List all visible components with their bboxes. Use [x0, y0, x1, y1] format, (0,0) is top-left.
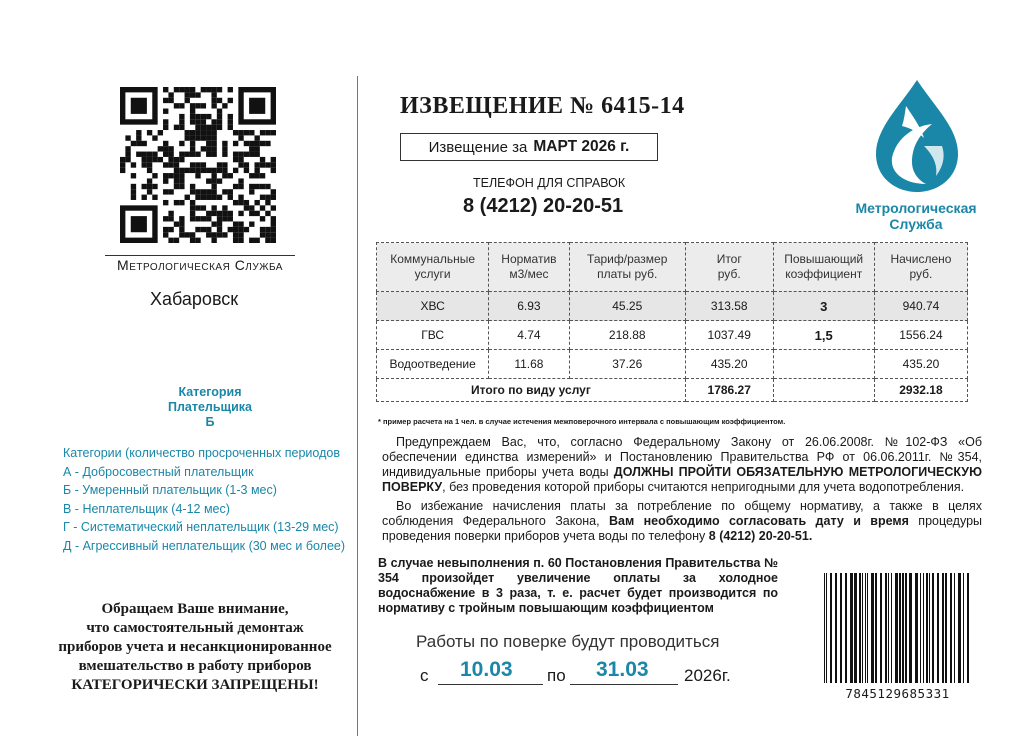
warning-line: приборов учета и несанкционированное: [58, 639, 332, 655]
list-item: А - Добросовестный плательщик: [63, 464, 254, 479]
charges-table: [376, 242, 968, 402]
cell-tariff: 45.25: [569, 292, 685, 321]
works-label: Работы по поверке будут проводиться: [416, 632, 720, 651]
cell-service: Водоотведение: [377, 350, 489, 379]
category-title-line1: Категория: [178, 385, 242, 399]
year: 2026г.: [684, 666, 731, 685]
org-name-left: Метрологическая Служба: [105, 255, 295, 273]
list-item: Г - Систематический неплательщик (13-29 мес): [63, 520, 339, 534]
warning-line: что самостоятельный демонтаж: [86, 620, 304, 636]
list-item: В - Неплательщик (4-12 мес): [63, 501, 230, 516]
total-label: Итого по виду услуг: [377, 379, 686, 402]
phone-number: 8 (4212) 20-20-51: [463, 195, 624, 217]
cell-charged: 1556.24: [874, 321, 967, 350]
period-label: Извещение за: [428, 138, 528, 156]
payer-category-block: [140, 385, 280, 430]
cell-charged: 940.74: [874, 292, 967, 321]
phone-label: ТЕЛЕФОН ДЛЯ СПРАВОК: [473, 176, 626, 190]
categories-list: [63, 444, 345, 555]
warning-line: КАТЕГОРИЧЕСКИ ЗАПРЕЩЕНЫ!: [71, 677, 319, 693]
table-row: [377, 292, 968, 321]
appointment-paragraph: Во избежание начисления платы за потребление по общему нормативу, а также в целях соблюдения Федерального Закона, Вам необходимо согласовать дату и время процедуры проведения поверки приборов учета воды по телефону 8 (4212) 20-20-51.: [382, 499, 983, 543]
table-footnote: * пример расчета на 1 чел. в случае истечения межповерочного интервала с повышающим коэффициентом.: [378, 417, 786, 426]
warning-line: вмешательство в работу приборов: [78, 658, 312, 674]
to-underline: [570, 684, 678, 685]
works-date-row: [420, 660, 750, 690]
from-label: с: [420, 666, 429, 685]
table-header-row: [377, 243, 968, 292]
to-date: 31.03: [596, 658, 649, 681]
cell-sum: 1037.49: [685, 321, 773, 350]
header-cell: Тариф/размер платы руб.: [569, 243, 685, 292]
period-value: МАРТ 2026 г.: [533, 138, 630, 155]
list-item: Д - Агрессивный неплательщик (30 мес и более): [63, 538, 346, 553]
cell-sum: 313.58: [685, 292, 773, 321]
logo-line1: Метрологическая: [855, 200, 977, 216]
cell-tariff: 218.88: [569, 321, 685, 350]
table-row: [377, 350, 968, 379]
to-label: по: [547, 666, 566, 685]
list-item: Б - Умеренный плательщик (1-3 мес): [63, 483, 277, 497]
cell-norm: 11.68: [489, 350, 569, 379]
warning-line: Обращаем Ваше внимание,: [101, 601, 289, 617]
header-cell: Начислено руб.: [874, 243, 967, 292]
cell-coef: 1,5: [773, 321, 874, 350]
from-date: 10.03: [460, 658, 513, 681]
table-total-row: [377, 379, 968, 402]
cell-norm: 4.74: [489, 321, 569, 350]
header-cell: Итог руб.: [685, 243, 773, 292]
header-cell: Повышающий коэффициент: [773, 243, 874, 292]
category-title-line2: Плательщика: [167, 400, 252, 414]
cell-sum: 435.20: [685, 350, 773, 379]
tamper-warning: [40, 600, 350, 695]
city: Хабаровск: [150, 289, 239, 309]
categories-header: Категории (количество просроченных периодов: [63, 446, 340, 460]
total-sum: 1786.27: [685, 379, 773, 402]
total-empty: [773, 379, 874, 402]
legal-warning-paragraph: Предупреждаем Вас, что, согласно Федеральному Закону от 26.06.2008г. №102-ФЗ «Об обеспечении единства измерений» и Постановлению Правительства РФ от 06.06.2011г. №354, индивидуальные приборы учета воды ДОЛЖНЫ ПРОЙТИ ОБЯЗАТЕЛЬНУЮ МЕТРОЛОГИЧЕСКУЮ ПОВЕРКУ, без проведения которой приборы считаются непригодными для учета водопотребления.: [382, 435, 982, 494]
notice-title: ИЗВЕЩЕНИЕ № 6415-14: [400, 93, 685, 119]
header-cell: Норматив м3/мес: [489, 243, 569, 292]
cell-service: ГВС: [377, 321, 489, 350]
cell-norm: 6.93: [489, 292, 569, 321]
barcode: [822, 573, 972, 683]
barcode-number: 7845129685331: [845, 686, 950, 701]
vertical-divider: [357, 76, 358, 736]
table-row: [377, 321, 968, 350]
qr-code: [120, 87, 276, 243]
cell-charged: 435.20: [874, 350, 967, 379]
category-value: Б: [205, 415, 215, 429]
header-cell: Коммунальные услуги: [377, 243, 489, 292]
from-underline: [438, 684, 543, 685]
logo-line2: Служба: [889, 216, 943, 232]
logo-text: [836, 200, 996, 232]
cell-service: ХВС: [377, 292, 489, 321]
water-drop-logo-icon: [862, 76, 972, 196]
cell-coef: 3: [773, 292, 874, 321]
penalty-paragraph: В случае невыполнения п. 60 Постановления Правительства № 354 произойдет увеличение оплаты за холодное водоснабжение в 3 раза, т. е. расчет будет производится по нормативу с тройным повышающим коэффициентом: [378, 556, 778, 615]
cell-coef: [773, 350, 874, 379]
cell-tariff: 37.26: [569, 350, 685, 379]
total-charged: 2932.18: [874, 379, 967, 402]
period-box: [400, 133, 658, 161]
